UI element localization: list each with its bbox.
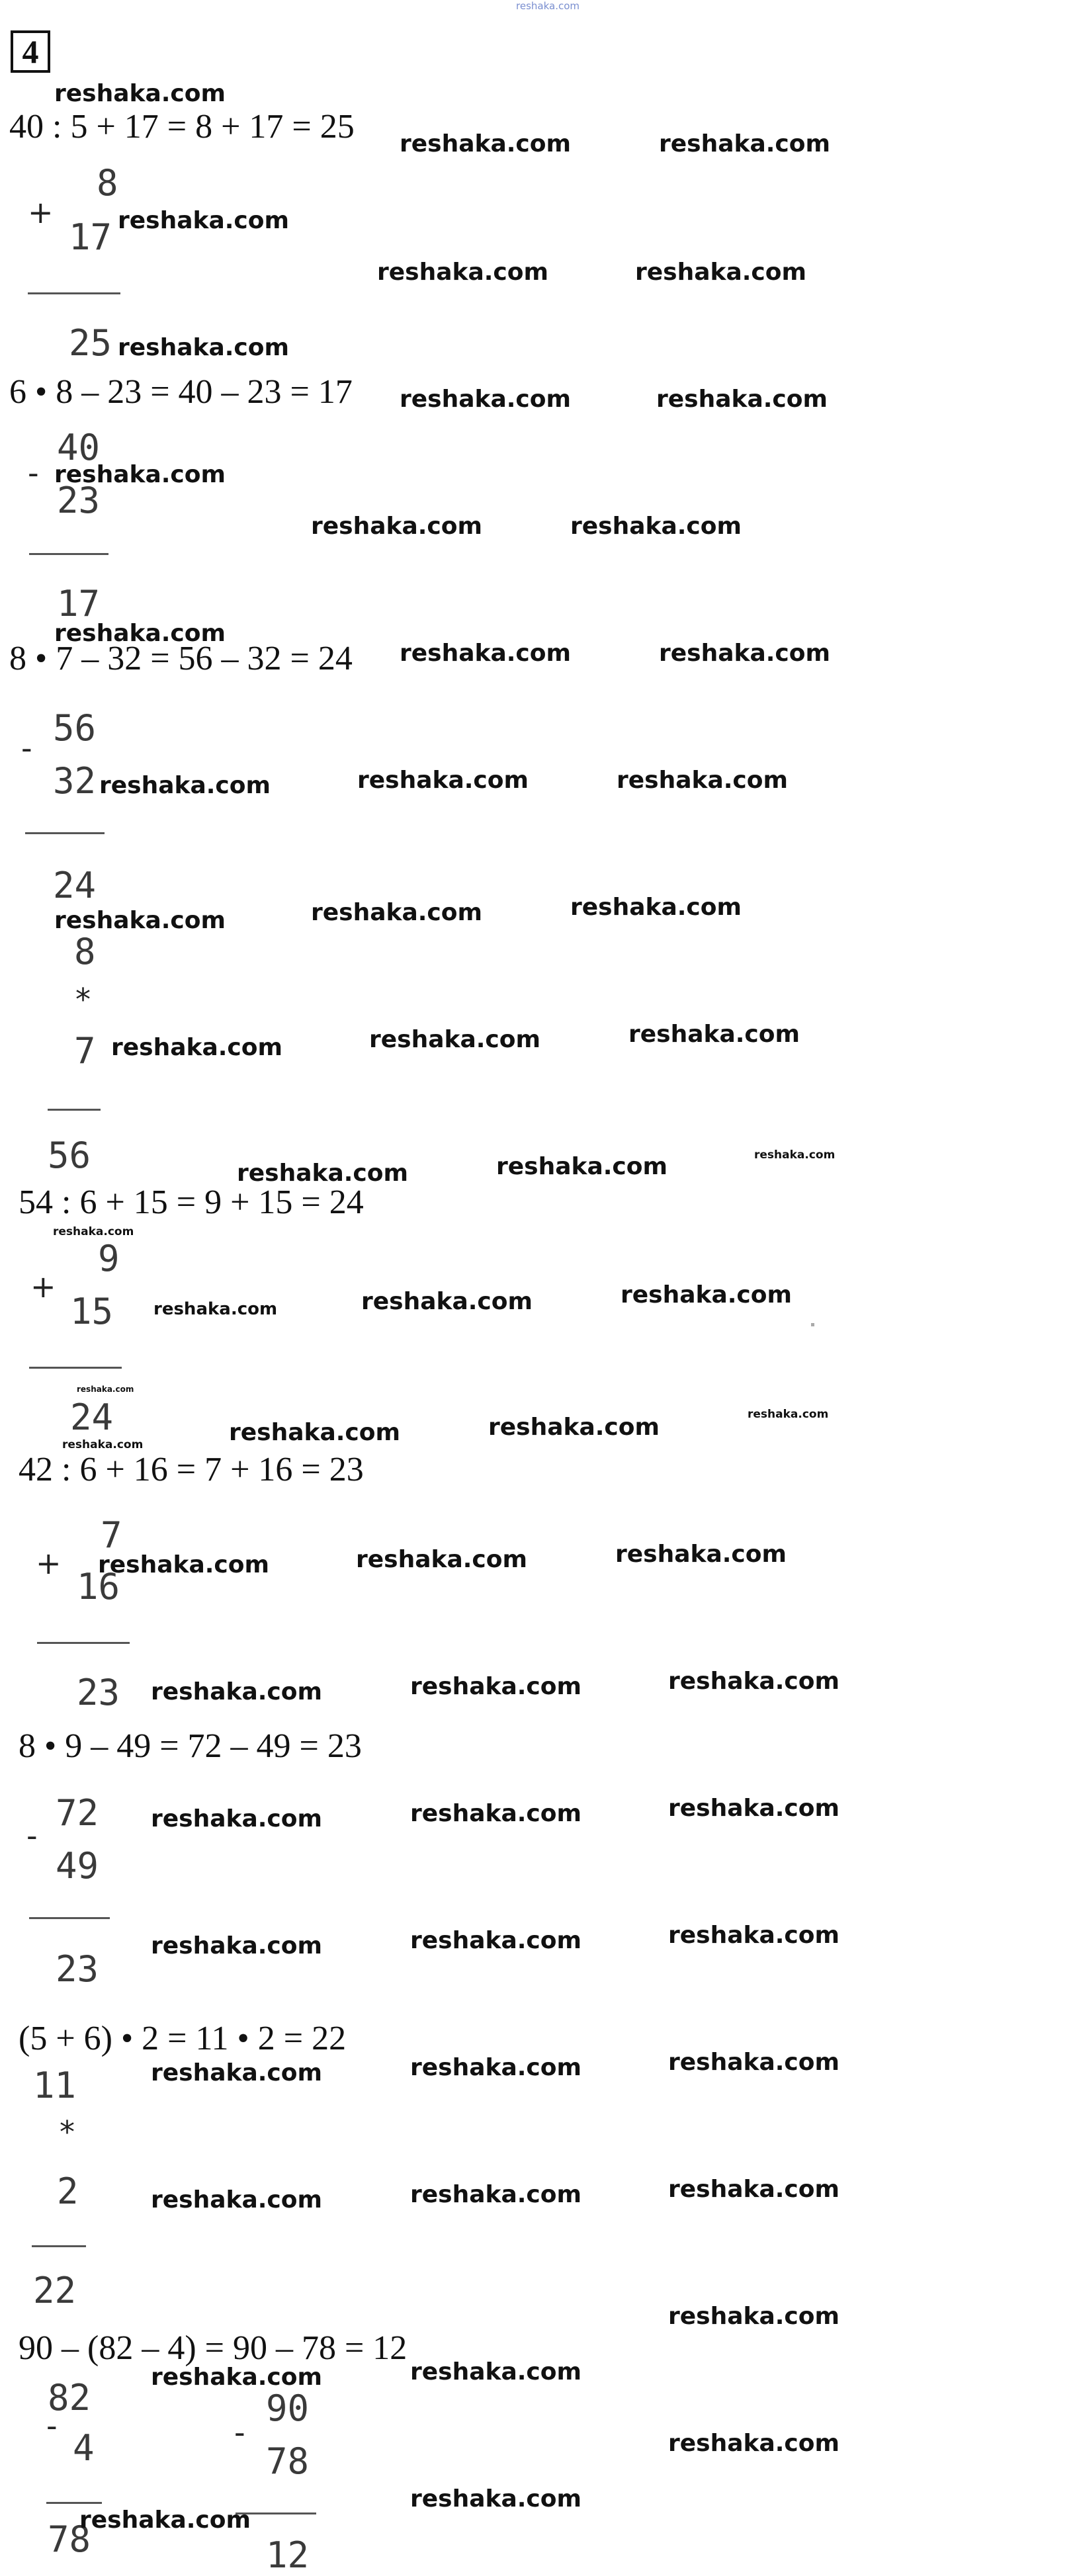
column-result-5: 23 xyxy=(77,1672,120,1713)
watermark: reshaka.com xyxy=(62,1438,144,1451)
watermark: reshaka.com xyxy=(151,1805,323,1832)
watermark: reshaka.com xyxy=(54,461,226,488)
watermark: reshaka.com xyxy=(369,1026,541,1053)
artifact-dot xyxy=(811,1323,814,1326)
watermark: reshaka.com xyxy=(151,2364,323,2391)
column-sign-5: + xyxy=(36,1545,62,1581)
mult-top-3: 8 xyxy=(74,931,96,972)
column-bottom-1: 17 xyxy=(69,216,112,258)
watermark: reshaka.com xyxy=(410,2181,582,2208)
column-sign-4: + xyxy=(30,1269,56,1305)
watermark: reshaka.com xyxy=(748,1408,829,1421)
watermark: reshaka.com xyxy=(410,1673,582,1700)
column-top-4: 9 xyxy=(98,1238,120,1279)
watermark: reshaka.com xyxy=(617,767,789,794)
column-sign-3: - xyxy=(21,730,32,766)
watermark: reshaka.com xyxy=(570,513,742,540)
equation-7: (5 + 6) • 2 = 11 • 2 = 22 xyxy=(19,2020,347,2057)
column-rule-3 xyxy=(25,832,105,834)
column-result-2: 17 xyxy=(57,583,101,624)
column-bottom-7: 2 xyxy=(57,2170,79,2212)
column-bottom-4: 15 xyxy=(70,1291,114,1332)
column-result-4: 24 xyxy=(70,1396,114,1438)
watermark: reshaka.com xyxy=(621,1281,793,1309)
watermark: reshaka.com xyxy=(410,2485,582,2512)
mult-result-3: 56 xyxy=(48,1135,91,1176)
column-result-3: 24 xyxy=(53,865,97,906)
equation-8: 90 – (82 – 4) = 90 – 78 = 12 xyxy=(19,2329,408,2367)
watermark: reshaka.com xyxy=(400,386,572,413)
watermark: reshaka.com xyxy=(656,386,828,413)
watermark: reshaka.com xyxy=(754,1148,836,1162)
watermark: reshaka.com xyxy=(151,2059,323,2086)
column-rule-1 xyxy=(28,292,120,294)
equation-6: 8 • 9 – 49 = 72 – 49 = 23 xyxy=(19,1727,362,1765)
watermark: reshaka.com xyxy=(496,1153,668,1180)
task-number-badge: 4 xyxy=(11,30,50,73)
column-result-6: 23 xyxy=(56,1948,99,1990)
watermark: reshaka.com xyxy=(410,1800,582,1827)
watermark: reshaka.com xyxy=(668,2303,840,2330)
watermark: reshaka.com xyxy=(615,1541,787,1568)
watermark: reshaka.com xyxy=(361,1288,533,1315)
column-bottom-8b: 78 xyxy=(266,2440,310,2482)
watermark: reshaka.com xyxy=(151,1678,323,1705)
watermark: reshaka.com xyxy=(410,2054,582,2081)
watermark: reshaka.com xyxy=(488,1414,660,1441)
watermark: reshaka.com xyxy=(311,513,483,540)
mult-sign-3: * xyxy=(75,982,91,1017)
column-sign-6: - xyxy=(26,1818,38,1854)
watermark: reshaka.com xyxy=(668,2049,840,2076)
column-top-8b: 90 xyxy=(266,2387,310,2429)
watermark: reshaka.com xyxy=(118,334,290,361)
watermark: reshaka.com xyxy=(659,130,831,157)
watermark: reshaka.com xyxy=(151,2186,323,2213)
watermark: reshaka.com xyxy=(151,1932,323,1959)
watermark: reshaka.com xyxy=(400,640,572,667)
site-header-link[interactable]: reshaka.com xyxy=(516,0,580,12)
watermark: reshaka.com xyxy=(54,620,226,647)
column-rule-7 xyxy=(32,2245,86,2247)
watermark: reshaka.com xyxy=(311,899,483,926)
column-sign-7: * xyxy=(60,2114,75,2150)
column-sign-1: + xyxy=(28,194,54,230)
watermark: reshaka.com xyxy=(668,1795,840,1822)
column-rule-2 xyxy=(29,553,108,555)
column-top-6: 72 xyxy=(56,1792,99,1834)
column-rule-6 xyxy=(29,1917,110,1919)
watermark: reshaka.com xyxy=(410,1927,582,1954)
column-rule-5 xyxy=(37,1642,130,1644)
watermark: reshaka.com xyxy=(668,1668,840,1695)
column-bottom-8a: 4 xyxy=(73,2427,95,2469)
column-bottom-3: 32 xyxy=(53,760,97,802)
watermark: reshaka.com xyxy=(668,1922,840,1949)
watermark: reshaka.com xyxy=(400,130,572,157)
column-result-7: 22 xyxy=(33,2270,77,2311)
watermark: reshaka.com xyxy=(53,1225,134,1238)
watermark: reshaka.com xyxy=(377,259,549,286)
watermark: reshaka.com xyxy=(356,1546,528,1573)
watermark: reshaka.com xyxy=(668,2176,840,2203)
column-rule-8a xyxy=(46,2502,102,2504)
watermark: reshaka.com xyxy=(410,2358,582,2385)
watermark: reshaka.com xyxy=(118,207,290,234)
watermark: reshaka.com xyxy=(237,1160,409,1187)
column-top-3: 56 xyxy=(53,707,97,749)
column-sign-2: - xyxy=(28,455,39,491)
column-top-1: 8 xyxy=(97,162,118,204)
equation-3: 8 • 7 – 32 = 56 – 32 = 24 xyxy=(9,640,353,677)
column-bottom-6: 49 xyxy=(56,1845,99,1887)
mult-bottom-3: 7 xyxy=(74,1030,96,1072)
column-sign-8a: - xyxy=(46,2408,58,2444)
column-top-8a: 82 xyxy=(48,2377,91,2419)
column-top-2: 40 xyxy=(57,427,101,468)
equation-5: 42 : 6 + 16 = 7 + 16 = 23 xyxy=(19,1451,364,1488)
watermark: reshaka.com xyxy=(570,894,742,921)
watermark: reshaka.com xyxy=(79,2507,251,2534)
column-top-5: 7 xyxy=(101,1514,122,1556)
watermark: reshaka.com xyxy=(628,1021,800,1048)
column-result-1: 25 xyxy=(69,322,112,364)
column-bottom-2: 23 xyxy=(57,480,101,521)
column-top-7: 11 xyxy=(33,2065,77,2106)
watermark: reshaka.com xyxy=(668,2430,840,2457)
equation-4: 54 : 6 + 15 = 9 + 15 = 24 xyxy=(19,1183,364,1221)
column-rule-4 xyxy=(29,1367,122,1369)
watermark: reshaka.com xyxy=(357,767,529,794)
watermark: reshaka.com xyxy=(54,80,226,107)
watermark: reshaka.com xyxy=(111,1034,283,1061)
watermark: reshaka.com xyxy=(153,1299,278,1319)
column-result-8a: 78 xyxy=(48,2518,91,2560)
watermark: reshaka.com xyxy=(229,1419,401,1446)
column-sign-8b: - xyxy=(234,2415,245,2450)
watermark: reshaka.com xyxy=(77,1385,134,1394)
watermark: reshaka.com xyxy=(635,259,807,286)
equation-1: 40 : 5 + 17 = 8 + 17 = 25 xyxy=(9,108,355,146)
mult-rule-3 xyxy=(48,1109,101,1111)
column-result-8b: 12 xyxy=(266,2534,310,2576)
watermark: reshaka.com xyxy=(659,640,831,667)
equation-2: 6 • 8 – 23 = 40 – 23 = 17 xyxy=(9,373,353,411)
watermark: reshaka.com xyxy=(99,772,271,799)
column-bottom-5: 16 xyxy=(77,1566,120,1608)
watermark: reshaka.com xyxy=(54,907,226,934)
watermark: reshaka.com xyxy=(98,1551,270,1578)
